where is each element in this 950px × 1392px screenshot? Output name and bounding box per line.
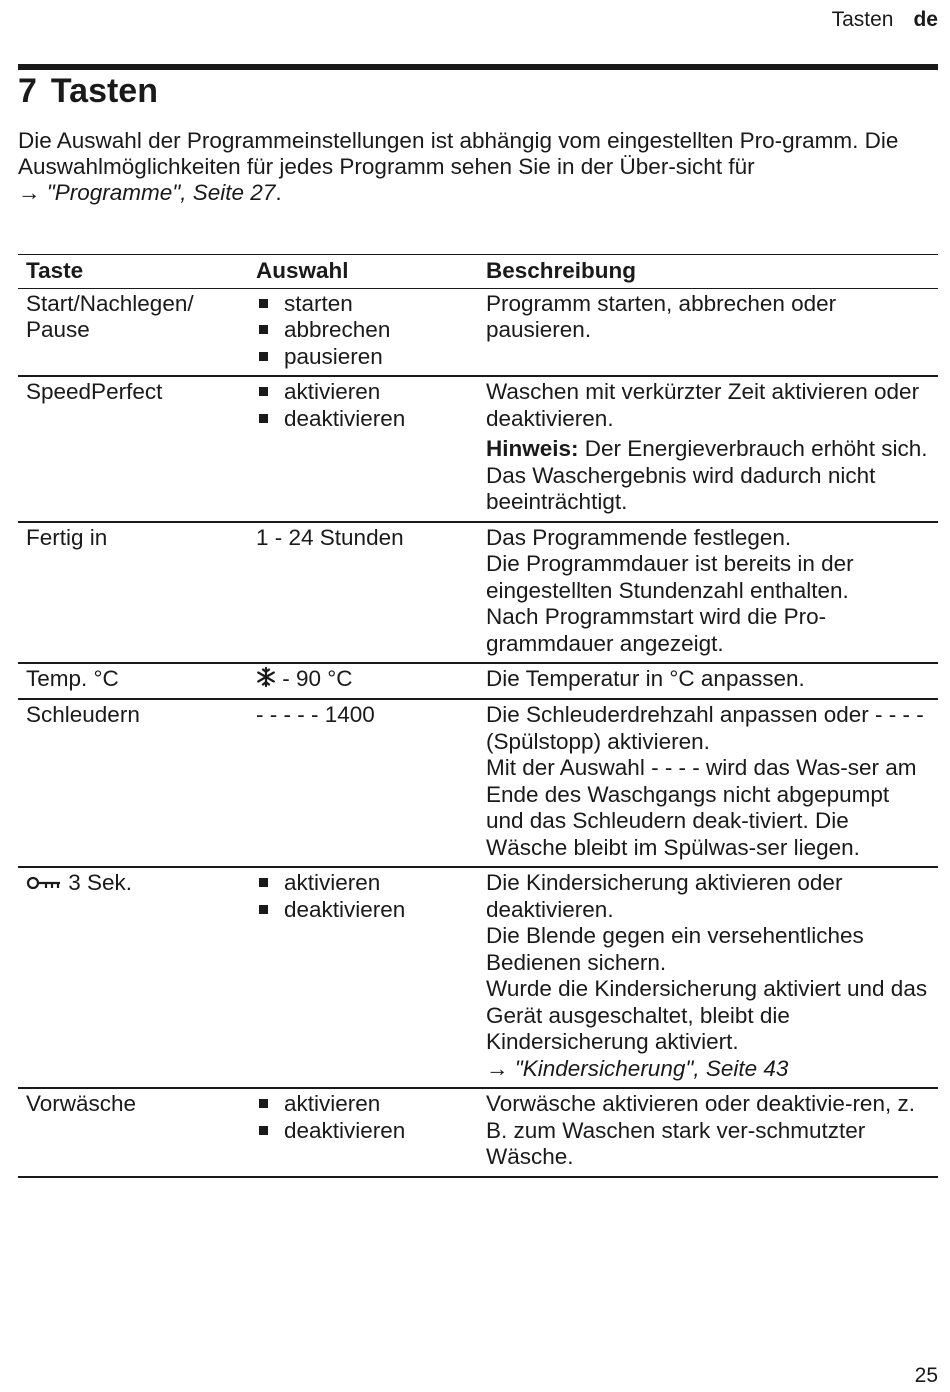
description-text-3: Wurde die Kindersicherung aktiviert und das Gerät ausgeschaltet, bleibt die Kindersicherung aktiviert.	[486, 976, 928, 1055]
key-icon	[26, 871, 62, 898]
lock-duration: 3 Sek.	[62, 870, 133, 896]
option-label: abbrechen	[284, 317, 391, 342]
table-row	[18, 867, 938, 1088]
page-number: 25	[914, 1364, 938, 1387]
chapter-title: Tasten	[50, 72, 158, 110]
intro-paragraph	[18, 128, 938, 206]
intro-end: .	[275, 180, 282, 205]
option-item	[256, 870, 470, 897]
table-row	[18, 699, 938, 867]
snowflake-icon	[256, 667, 276, 694]
option-label: aktivieren	[284, 1091, 381, 1117]
running-header	[832, 8, 938, 32]
cell-beschreibung: Vorwäsche aktivieren oder deaktivie-ren, z. B. zum Waschen stark ver-schmutzter Wäsche.	[478, 1088, 938, 1177]
option-list	[256, 1091, 470, 1144]
option-label: aktivieren	[284, 379, 381, 404]
cell-auswahl: 1 - 24 Stunden	[248, 522, 478, 664]
bullet-icon	[259, 905, 268, 914]
header-beschreibung: Beschreibung	[478, 255, 938, 289]
ref-arrow: →	[486, 1055, 509, 1081]
option-label: deaktivieren	[284, 405, 406, 431]
option-label: starten	[284, 290, 353, 316]
description-text-2: Die Programmdauer ist bereits in der eingestellten Stundenzahl enthalten.	[486, 551, 854, 603]
cell-taste: Fertig in	[18, 522, 248, 664]
cell-taste: Schleudern	[18, 699, 248, 867]
note-label: Hinweis:	[486, 436, 579, 461]
cell-beschreibung	[478, 867, 938, 1088]
kindersicherung-link[interactable]: "Kindersicherung", Seite 43	[514, 1055, 789, 1081]
option-item	[256, 406, 470, 433]
table-row	[18, 663, 938, 699]
bullet-icon	[259, 325, 268, 334]
option-label: deaktivieren	[284, 1117, 406, 1143]
cell-auswahl	[248, 663, 478, 699]
header-auswahl: Auswahl	[248, 255, 478, 289]
option-item	[256, 317, 470, 344]
description-text-2: Mit der Auswahl - - - - wird das Was-ser am Ende des Waschgangs nicht abgepumpt und das Schleudern deak-tiviert. Die Wäsche bleibt im Spülwas-ser liegen.	[486, 755, 917, 860]
cell-taste: SpeedPerfect	[18, 376, 248, 522]
cell-auswahl	[248, 867, 478, 1088]
temp-range: - 90 °C	[276, 666, 353, 691]
bullet-icon	[259, 414, 268, 423]
table-header-row	[18, 255, 938, 289]
cell-taste: Temp. °C	[18, 663, 248, 699]
cell-auswahl	[248, 1088, 478, 1177]
bullet-icon	[259, 878, 268, 887]
chapter-rule	[18, 64, 938, 70]
option-list	[256, 291, 470, 371]
note	[486, 436, 930, 463]
header-language: de	[913, 8, 938, 31]
chapter-heading	[18, 72, 158, 111]
header-section: Tasten	[831, 8, 894, 31]
chapter-number: 7	[18, 72, 37, 110]
description-text: Die Kindersicherung aktivieren oder deaktivieren.	[486, 870, 843, 922]
bullet-icon	[259, 352, 268, 361]
option-label: deaktivieren	[284, 896, 406, 922]
cell-beschreibung	[478, 376, 938, 522]
intro-text: Die Auswahl der Programmeinstellungen ist abhängig vom eingestellten Pro-gramm. Die Auswahlmöglichkeiten für jedes Programm sehen Sie in der Über-sicht für	[18, 128, 899, 179]
table-row	[18, 1088, 938, 1177]
option-item	[256, 344, 470, 371]
option-list	[256, 870, 470, 923]
cell-auswahl	[248, 288, 478, 376]
table-row	[18, 522, 938, 664]
option-item	[256, 897, 470, 924]
option-item	[256, 379, 470, 406]
cell-taste	[18, 867, 248, 1088]
option-item	[256, 291, 470, 318]
description-text-3: Nach Programmstart wird die Pro-grammdauer angezeigt.	[486, 604, 827, 656]
bullet-icon	[259, 1099, 268, 1108]
cell-taste: Vorwäsche	[18, 1088, 248, 1177]
bullet-icon	[259, 387, 268, 396]
description-text: Das Programmende festlegen.	[486, 524, 792, 550]
note-text-2: Das Waschergebnis wird dadurch nicht beeinträchtigt.	[486, 462, 876, 514]
cross-reference	[486, 1056, 930, 1083]
description-text: Die Schleuderdrehzahl anpassen oder - - - - (Spülstopp) aktivieren.	[486, 702, 924, 754]
table-row	[18, 288, 938, 376]
option-label: pausieren	[284, 343, 383, 369]
note-text: Der Energieverbrauch erhöht sich.	[578, 436, 928, 461]
cell-beschreibung	[478, 522, 938, 664]
option-item	[256, 1091, 470, 1118]
buttons-table	[18, 254, 938, 1178]
option-label: aktivieren	[284, 870, 381, 896]
bullet-icon	[259, 1126, 268, 1135]
cell-beschreibung: Programm starten, abbrechen oder pausieren.	[478, 288, 938, 376]
description-text-2: Die Blende gegen ein versehentliches Bedienen sichern.	[486, 923, 864, 975]
option-list	[256, 379, 470, 432]
cell-beschreibung	[478, 699, 938, 867]
description-text: Waschen mit verkürzter Zeit aktivieren oder deaktivieren.	[486, 379, 920, 431]
cell-taste: Start/Nachlegen/ Pause	[18, 288, 248, 376]
option-item	[256, 1118, 470, 1145]
table-row	[18, 376, 938, 522]
header-taste: Taste	[18, 255, 248, 289]
programme-link[interactable]: "Programme", Seite 27	[46, 180, 276, 205]
cell-auswahl	[248, 376, 478, 522]
bullet-icon	[259, 299, 268, 308]
cell-beschreibung: Die Temperatur in °C anpassen.	[478, 663, 938, 699]
intro-arrow: →	[18, 180, 41, 205]
cell-auswahl: - - - - - 1400	[248, 699, 478, 867]
